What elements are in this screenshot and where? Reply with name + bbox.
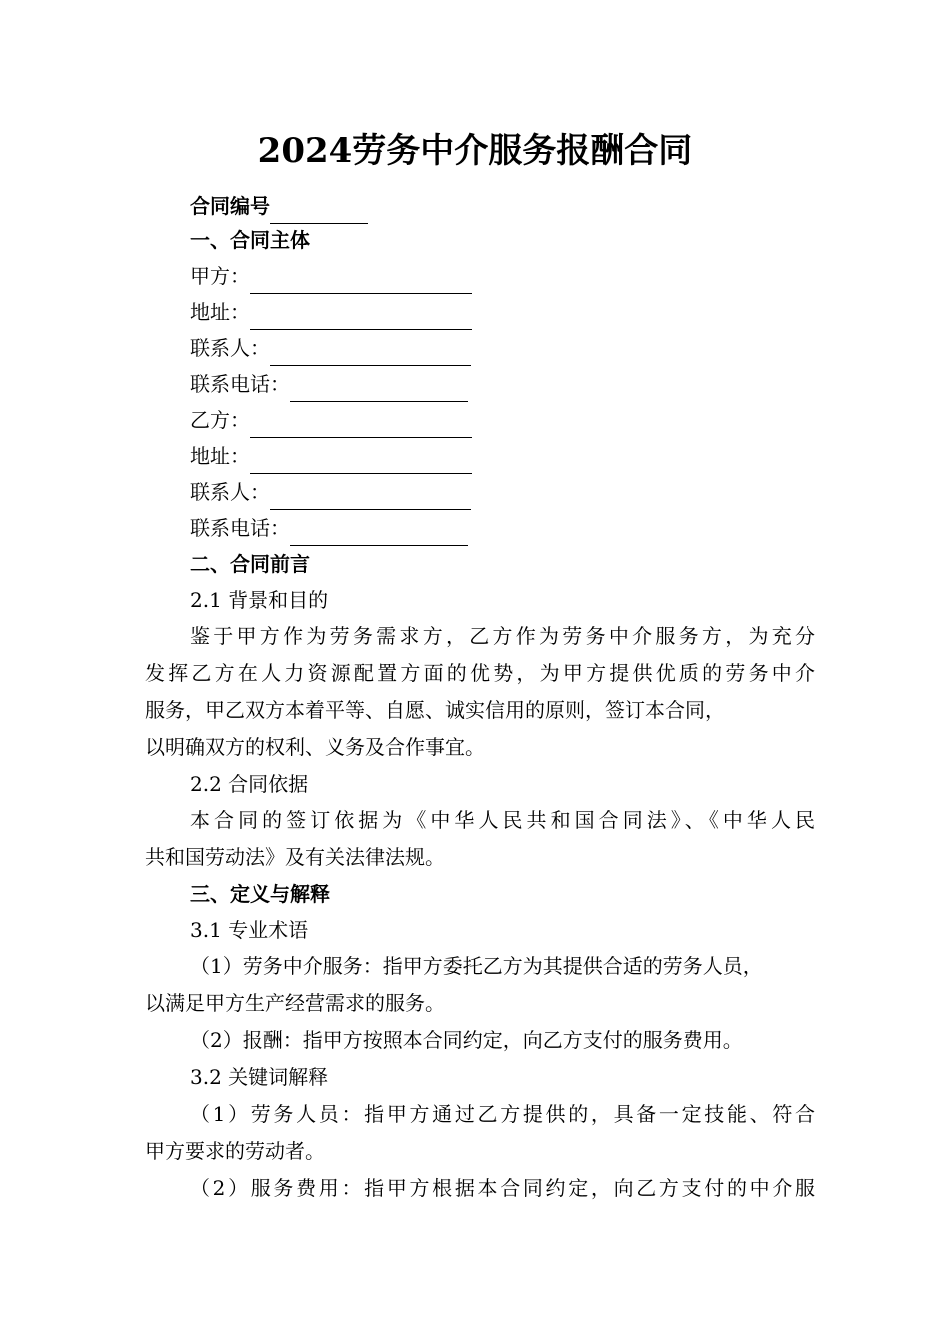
field-row-address-a [190,294,815,330]
field-blank[interactable] [290,375,468,402]
paragraph-line: 本合同的签订依据为《中华人民共和国合同法》、《中华人民 [190,808,815,832]
field-label: 地址： [190,444,250,468]
subsection-heading: 3.1 专业术语 [190,918,309,942]
field-row-contact-a [190,330,815,366]
field-label: 联系人： [190,480,270,504]
field-blank[interactable] [250,267,472,294]
field-row-party-b [190,402,815,438]
field-row-phone-a [190,366,815,402]
definition-item: （1）劳务人员：指甲方通过乙方提供的，具备一定技能、符合 [190,1102,815,1126]
field-label: 地址： [190,300,250,324]
field-label: 联系电话： [190,516,290,540]
field-label: 甲方： [190,264,250,288]
contract-number-blank[interactable] [270,197,368,224]
subsection-heading: 2.1 背景和目的 [190,588,329,612]
section-heading-definitions: 三、定义与解释 [190,882,330,906]
field-blank[interactable] [290,519,468,546]
definition-item: 以满足甲方生产经营需求的服务。 [145,991,445,1015]
definition-item: （2）报酬：指甲方按照本合同约定，向乙方支付的服务费用。 [190,1028,743,1052]
contract-number-label: 合同编号 [190,194,270,218]
field-blank[interactable] [270,339,471,366]
contract-number-row [190,188,815,224]
definition-item: 甲方要求的劳动者。 [145,1139,325,1163]
paragraph-line: 发挥乙方在人力资源配置方面的优势，为甲方提供优质的劳务中介 [145,661,815,685]
field-row-phone-b [190,510,815,546]
paragraph-line: 共和国劳动法》及有关法律法规。 [145,845,445,869]
definition-item: （1）劳务中介服务：指甲方委托乙方为其提供合适的劳务人员， [190,954,763,978]
document-title: 2024劳务中介服务报酬合同 [257,131,693,171]
subsection-heading: 2.2 合同依据 [190,772,309,796]
field-row-contact-b [190,474,815,510]
paragraph-line: 服务，甲乙双方本着平等、自愿、诚实信用的原则，签订本合同， [145,698,725,722]
paragraph-line: 以明确双方的权利、义务及合作事宜。 [145,735,485,759]
field-blank[interactable] [270,483,471,510]
subsection-heading: 3.2 关键词解释 [190,1065,329,1089]
definition-item: （2）服务费用：指甲方根据本合同约定，向乙方支付的中介服 [190,1176,815,1200]
field-blank[interactable] [250,447,472,474]
section-heading-parties: 一、合同主体 [190,228,310,252]
field-row-party-a [190,258,815,294]
field-blank[interactable] [250,303,472,330]
field-label: 联系人： [190,336,270,360]
section-heading-preamble: 二、合同前言 [190,552,310,576]
field-blank[interactable] [250,411,472,438]
paragraph-line: 鉴于甲方作为劳务需求方，乙方作为劳务中介服务方，为充分 [190,624,815,648]
field-label: 联系电话： [190,372,290,396]
field-row-address-b [190,438,815,474]
field-label: 乙方： [190,408,250,432]
